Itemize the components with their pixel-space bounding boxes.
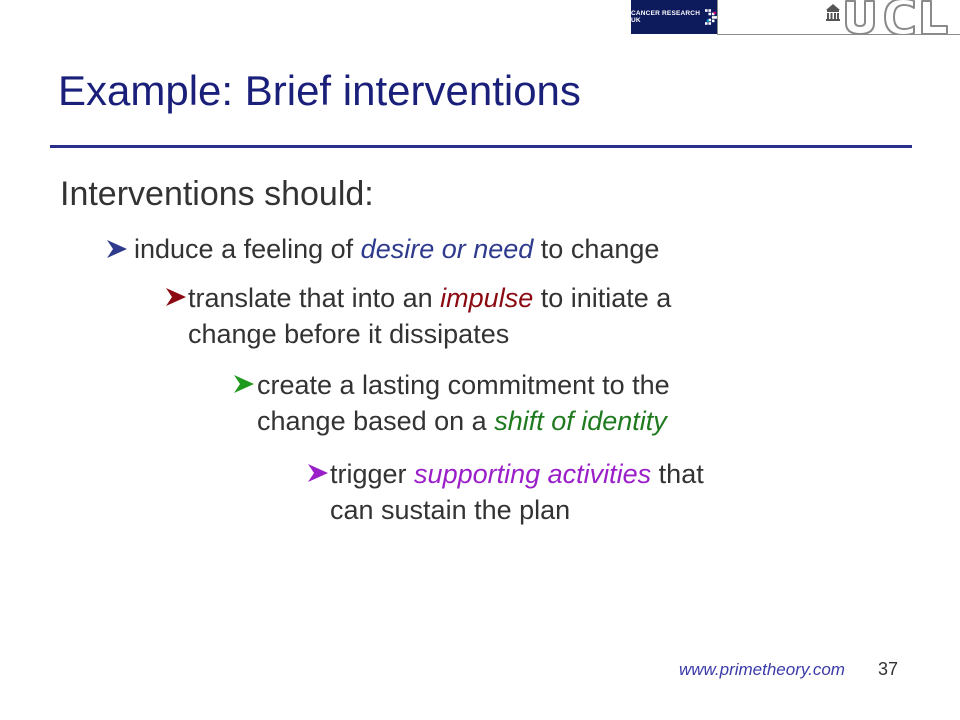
- bullet-4-line-1: [330, 456, 930, 492]
- cancer-research-uk-logo-text: CANCER RESEARCH UK: [631, 10, 701, 24]
- bullet-4-text-after: that: [651, 459, 704, 489]
- bullet-4-emphasis: supporting activities: [414, 459, 652, 489]
- bullet-1-text-after: to change: [533, 234, 660, 264]
- bullet-1-emphasis: desire or need: [360, 234, 534, 264]
- bullet-4-text-before: trigger: [330, 459, 415, 489]
- bullet-1-text-before: induce a feeling of: [134, 234, 361, 264]
- bullet-2-line-2: change before it dissipates: [188, 319, 510, 349]
- bullet-4-line-2: can sustain the plan: [330, 495, 571, 525]
- bullet-2-line-1: [188, 280, 908, 316]
- bullet-3-text-before: change based on a: [257, 406, 495, 436]
- arrow-bullet-icon: [306, 460, 332, 486]
- slide-title: Example: Brief interventions: [58, 67, 581, 114]
- ucl-logo: [824, 0, 960, 34]
- footer-url-link[interactable]: www.primetheory.com: [679, 660, 845, 679]
- bullet-3-line-2: [257, 403, 917, 439]
- title-underline: [50, 145, 912, 148]
- bullet-2-text-after: to initiate a: [533, 283, 672, 313]
- cruk-mark-icon: [705, 7, 717, 27]
- intro-text: Interventions should:: [60, 175, 374, 213]
- slide-number: 37: [878, 659, 899, 679]
- bullet-3-line-1: create a lasting commitment to the: [257, 370, 670, 400]
- bullet-3: [257, 367, 917, 439]
- bullet-4: [330, 456, 930, 528]
- arrow-bullet-icon: [232, 371, 258, 397]
- arrow-bullet-icon: [105, 236, 131, 262]
- bullet-2-text-before: translate that into an: [188, 283, 441, 313]
- bullet-1: [134, 231, 894, 267]
- cancer-research-uk-logo: [631, 0, 717, 34]
- bullet-2: [188, 280, 908, 352]
- header-divider-horizontal: [717, 34, 960, 35]
- arrow-bullet-icon: [164, 284, 190, 310]
- header-divider-vertical: [717, 0, 718, 34]
- bullet-2-emphasis: impulse: [440, 283, 534, 313]
- bullet-3-emphasis: shift of identity: [494, 406, 667, 436]
